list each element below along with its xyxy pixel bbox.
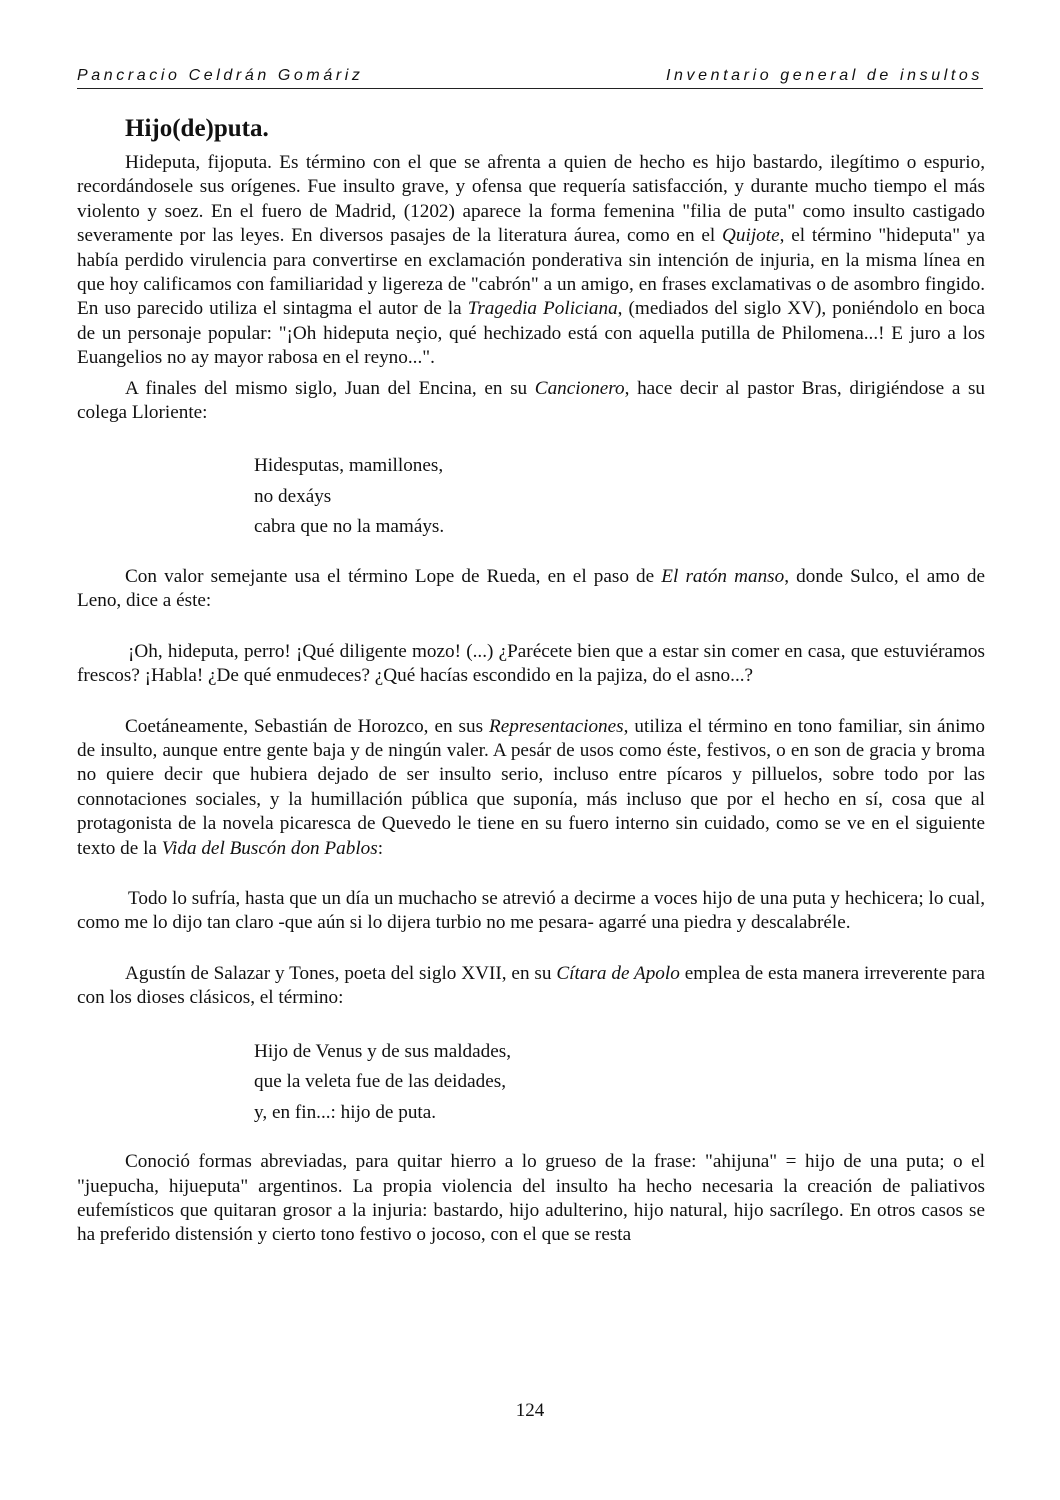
verse-line: Hijo de Venus y de sus maldades, (254, 1040, 512, 1062)
block-quote-2: Todo lo sufría, hasta que un día un muchacho se atrevió a decirme a voces hijo de una puta y hechicera; lo cual, como me lo dijo tan claro -que aún si lo dijera turbio no me pesara- agarré una piedra y descalabréle. (77, 888, 985, 934)
paragraph-3-text-a: Con valor semejante usa el término Lope de Rueda, en el paso de (125, 565, 662, 587)
work-title-citara-de-apolo: Cítara de Apolo (556, 962, 680, 984)
work-title-buscon: Vida del Buscón don Pablos (161, 837, 378, 859)
paragraph-4-text-e: : (377, 837, 384, 859)
paragraph-1 (77, 151, 985, 371)
verse-line: y, en fin...: hijo de puta. (254, 1101, 437, 1123)
paragraph-1-text-c: , el término "hideputa" ya había perdido virulencia para convertirse en exclamación ponderativa sin intención de injuria, en la misma línea en que hoy calificamos con familiaridad y ligereza de "cabrón" a un amigo, en frases exclamativas o de asombro fingido. En uso parecido utiliza el sintagma el autor de la (77, 225, 985, 320)
work-title-quijote: Quijote (722, 225, 780, 247)
verse-line: cabra que no la mamáys. (254, 516, 445, 538)
paragraph-2 (77, 377, 985, 426)
work-title-tragedia-policiana: Tragedia Policiana (467, 298, 618, 320)
verse-line: no dexáys (254, 485, 332, 507)
running-header (77, 66, 983, 89)
paragraph-3 (77, 565, 985, 614)
paragraph-4-text-c: , utiliza el término en tono familiar, sin ánimo de insulto, aunque entre gente baja y de ningún valer. A pesár de usos como éste, festivos, o en son de gracia y broma no quiere decir que hubiera dejado de ser insulto serio, incluso entre pícaros y pilluelos, sobre todo por las connotaciones sociales, y la humillación pública que suponía, más incluso que por el hecho en sí, cosa que al protagonista de la novela picaresca de Quevedo le tiene en su fuero interno sin cuidado, como se ve en el siguiente texto de la (77, 715, 985, 859)
header-author: Pancracio Celdrán Gomáriz (77, 67, 364, 84)
block-quote-1: ¡Oh, hideputa, perro! ¡Qué diligente mozo! (...) ¿Parécete bien que a estar sin comer en casa, que estuviéramos frescos? ¡Habla! ¿De qué enmudeces? ¿Qué hacías escondido en la pajiza, do el asno...? (77, 640, 985, 687)
paragraph-6: Conoció formas abreviadas, para quitar hierro a lo grueso de la frase: "ahijuna" = hijo de una puta; o el "juepucha, hijueputa" argentinos. La propia violencia del insulto ha hecho necesaria la creación de paliativos eufemísticos que quitaran grosor a la injuria: bastardo, hijo adulterino, hijo natural, hijo sacrílego. En otros casos se ha preferido distensión y cierto tono festivo o jocoso, con el que se resta (77, 1151, 985, 1246)
paragraph-5 (77, 962, 985, 1011)
paragraph-2-text-c: , hace decir al pastor Bras, dirigiéndose a su colega Lloriente: (77, 377, 986, 424)
verse-block-2 (254, 1037, 985, 1129)
paragraph-2-text-a: A finales del mismo siglo, Juan del Encina, en su (125, 377, 535, 399)
paragraph-4-text-a: Coetáneamente, Sebastián de Horozco, en sus (125, 715, 490, 737)
paragraph-3-text-c: , donde Sulco, el amo de Leno, dice a éste: (77, 565, 985, 612)
page-number: 124 (515, 1400, 545, 1421)
work-title-representaciones: Representaciones (489, 715, 624, 737)
paragraph-4 (77, 715, 985, 861)
entry-title: Hijo(de)puta. (125, 115, 269, 142)
verse-line: que la veleta fue de las deidades, (254, 1071, 506, 1093)
paragraph-1-text-a: Hideputa, fijoputa. Es término con el que se afrenta a quien de hecho es hijo bastardo, ilegítimo o espurio, recordándosele sus orígenes. Fue insulto grave, y ofensa que requería satisfacción, y durante mucho tiempo el más violento y soez. En el fuero de Madrid, (1202) aparece la forma femenina "filia de puta" como insulto castigado severamente por las leyes. En diversos pasajes de la literatura áurea, como en el (77, 152, 985, 247)
paragraph-1-text-e: , (mediados del siglo XV), poniéndolo en boca de un personaje popular: "¡Oh hideputa neçio, qué hechizado está con aquella putilla de Philomena...! E juro a los Euangelios no ay mayor rabosa en el reyno...". (77, 298, 985, 369)
paragraph-5-text-c: emplea de esta manera irreverente para con los dioses clásicos, el término: (77, 962, 985, 1009)
paragraph-5-text-a: Agustín de Salazar y Tones, poeta del siglo XVII, en su (125, 962, 557, 984)
work-title-cancionero: Cancionero (534, 377, 625, 399)
work-title-raton-manso: El ratón manso (661, 565, 785, 587)
verse-line: Hidesputas, mamillones, (254, 455, 444, 477)
verse-block-1 (254, 451, 985, 543)
header-book-title: Inventario general de insultos (665, 67, 983, 84)
page-body (77, 113, 985, 1248)
